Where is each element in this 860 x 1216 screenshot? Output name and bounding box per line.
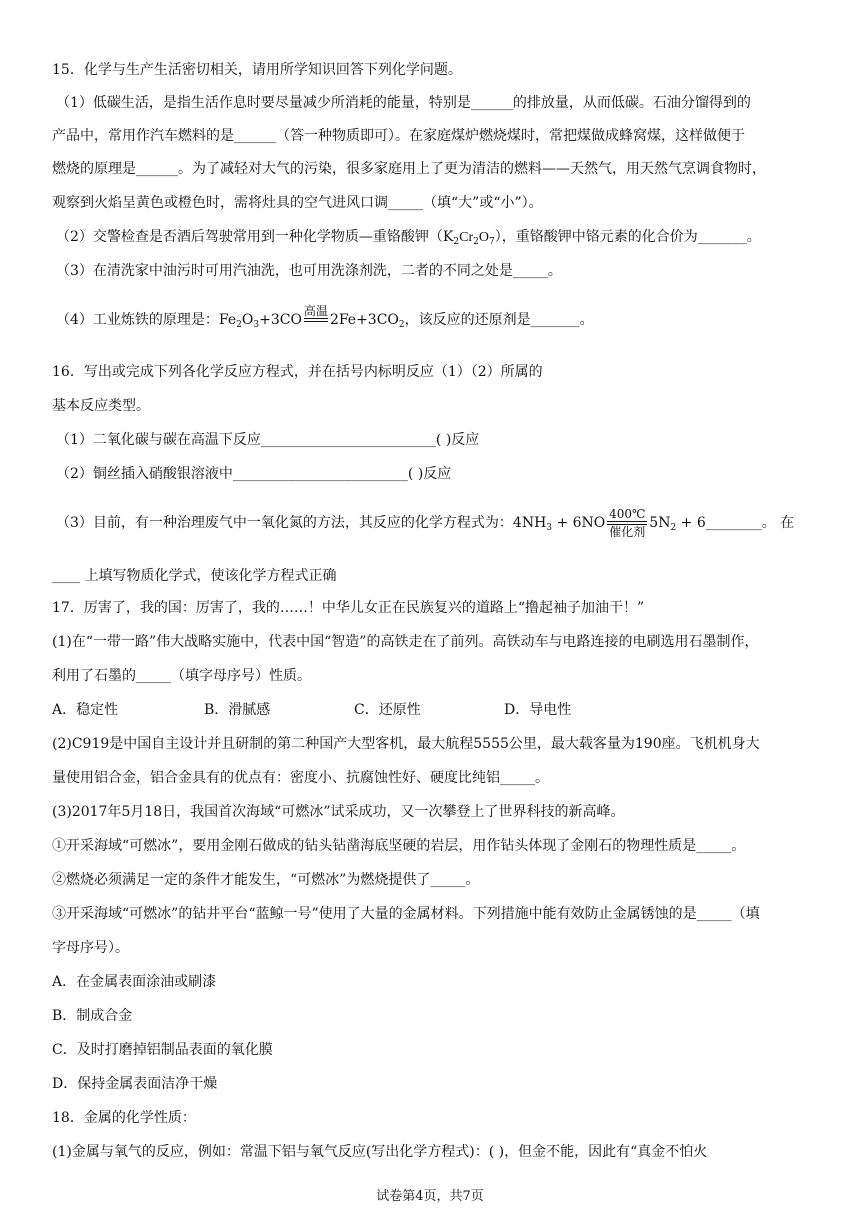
q17-stem: 17．厉害了，我的国：厉害了，我的……！中华儿女正在民族复兴的道路上“撸起袖子加油干！” [52,600,645,616]
q15-part3: （3）在清洗家中油污时可用汽油洗，也可用洗涤剂洗，二者的不同之处是_____。 [56,263,562,279]
q17-sub3-option-a: A．在金属表面涂油或刷漆 [52,974,217,990]
q16-stem-line1: 16．写出或完成下列各化学反应方程式，并在括号内标明反应（1）（2）所属的 [52,364,543,380]
q17-part2-line1: (2)C919是中国自主设计并且研制的第二种国产大型客机，最大航程5555公里，最大载客量为190座。飞机机身大 [52,736,760,752]
q18-stem: 18．金属的化学性质： [52,1110,196,1126]
q15-part1-line1: （1）低碳生活，是指生活作息时要尽量减少所消耗的能量，特别是______的排放量，从而低碳。石油分馏得到的 [56,95,751,111]
reaction-condition-high-temp: 高温 [304,304,328,336]
q16-stem-line2: 基本反应类型。 [52,398,150,414]
q16-part2: （2）铜丝插入硝酸银溶液中_________________________( )反应 [56,466,452,482]
q17-sub3-option-d: D．保持金属表面洁净干燥 [52,1076,218,1092]
q17-sub3-option-c: C．及时打磨掉铝制品表面的氧化膜 [52,1042,273,1058]
q17-sub2: ②燃烧必须满足一定的条件才能发生，“可燃冰”为燃烧提供了_____。 [52,872,480,888]
q15-part2: （2）交警检查是否酒后驾驶常用到一种化学物质—重铬酸钾$(K_2Cr_2O_7)$，重铬酸钾中铬元素的化合价为_______。 [56,229,761,247]
q16-part1: （1）二氧化碳与碳在高温下反应_________________________( )反应 [56,432,480,448]
q17-part2-line2: 量使用铝合金，铝合金具有的优点有：密度小、抗腐蚀性好、硬度比纯铝_____。 [52,770,549,786]
q17-part1-line1: (1)在“一带一路”伟大战略实施中，代表中国“智造”的高铁走在了前列。高铁动车与电路连接的电刷选用石墨制作， [52,634,759,650]
q17-options [52,700,571,720]
q15-stem: 15．化学与生产生活密切相关，请用所学知识回答下列化学问题。 [52,62,462,78]
q17-sub3-line1: ③开采海域“可燃冰”的钻井平台“蓝鲸一号”使用了大量的金属材料。下列措施中能有效防止金属锈蚀的是_____（填 [52,906,760,922]
q17-option-d: D．导电性 [504,702,572,718]
q17-sub3-line2: 字母序号）。 [52,940,129,956]
q16-part3-line2: ____ 上填写物质化学式，使该化学方程式正确 [52,568,337,584]
q18-part1: (1)金属与氧气的反应，例如：常温下铝与氧气反应(写出化学方程式)：( )，但金不能，因此有“真金不怕火 [52,1144,708,1160]
q17-option-c: C．还原性 [354,702,421,718]
reaction-condition-catalyst: 400℃ 催化剂 [609,507,646,539]
q15-part1-line2: 产品中，常用作汽车燃料的是______（答一种物质即可）。在家庭煤炉燃烧煤时，常把煤做成蜂窝煤，这样做便于 [52,128,745,144]
q17-option-a: A．稳定性 [52,702,119,718]
page-footer: 试卷第4页，共7页 [376,1189,484,1204]
q17-option-b: B．滑腻感 [204,702,271,718]
q15-part1-line4: 观察到火焰呈黄色或橙色时，需将灶具的空气进风口调_____（填“大”或“小”）。 [52,195,543,211]
q17-part1-line2: 利用了石墨的_____（填字母序号）性质。 [52,668,311,684]
q17-sub3-option-b: B．制成合金 [52,1008,133,1024]
q16-part3: （3）目前，有一种治理废气中一氧化氮的方法，其反应的化学方程式为：$4NH_3 + 6NO$ 400℃ 催化剂 $5N_2$ + 6________。 在 [56,507,795,539]
q17-part3: (3)2017年5月18日，我国首次海域“可燃冰”试采成功，又一次攀登上了世界科技的新高峰。 [52,804,625,820]
q15-part1-line3: 燃烧的原理是______。为了减轻对大气的污染，很多家庭用上了更为清洁的燃料——天然气，用天然气烹调食物时， [52,161,766,177]
q15-part4: （4）工业炼铁的原理是：$Fe_2O_3+3CO$ 高温 $2Fe+3CO_2$，该反应的还原剂是_______。 [56,304,594,336]
q17-sub1: ①开采海域“可燃冰”，要用金刚石做成的钻头钻凿海底坚硬的岩层，用作钻头体现了金刚石的物理性质是_____。 [52,838,746,854]
